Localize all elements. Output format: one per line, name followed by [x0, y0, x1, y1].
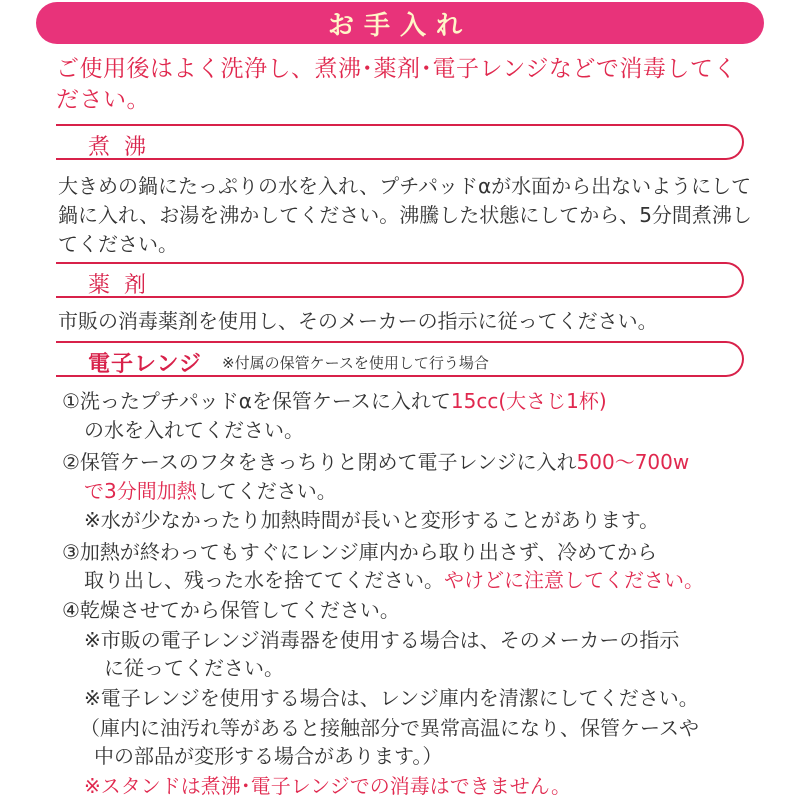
step-2-line-2: [84, 477, 337, 505]
step-2-line-1: [62, 448, 689, 476]
microwave-note: ※付属の保管ケースを使用して行う場合: [222, 354, 489, 372]
burn-warning: やけどに注意してください。: [444, 568, 704, 592]
stand-warning: ※スタンドは煮沸･電子レンジでの消毒はできません。: [84, 774, 571, 798]
step-2-text-end: してください。: [196, 479, 337, 503]
section-title-chemical: 薬剤: [88, 273, 161, 298]
step-1-line-2: の水を入れてください。: [84, 418, 304, 442]
section-title-microwave: 電子レンジ: [88, 352, 202, 377]
step-1-amount: 15cc(大さじ1杯): [450, 389, 607, 413]
step-1-line-1: [62, 387, 607, 415]
page-title: お手入れ: [327, 10, 472, 41]
note-1-line-1: ※市販の電子レンジ消毒器を使用する場合は、そのメーカーの指示: [84, 628, 680, 652]
step-2-text: ②保管ケースのフタをきっちりと閉めて電子レンジに入れ: [62, 450, 577, 474]
step-1-text: ①洗ったプチパッドαを保管ケースに入れて: [62, 389, 451, 413]
step-2-wattage: 500〜700w: [576, 450, 690, 474]
note-2: ※電子レンジを使用する場合は、レンジ庫内を清潔にしてください。: [84, 686, 699, 710]
step-4: ④乾燥させてから保管してください。: [62, 598, 400, 622]
step-3-text: 取り出し、残った水を捨ててください。: [84, 568, 444, 592]
step-3-line-1: ③加熱が終わってもすぐにレンジ庫内から取り出さず、冷めてから: [62, 540, 658, 564]
chemical-instructions: 市販の消毒薬剤を使用し、そのメーカーの指示に従ってください。: [58, 309, 658, 333]
section-header-boil: [56, 124, 744, 160]
title-banner: [36, 2, 764, 44]
section-header-chemical: [56, 262, 744, 298]
section-header-microwave: [56, 341, 744, 377]
section-title-boil: 煮沸: [88, 135, 161, 160]
intro-text: ご使用後はよく洗浄し、煮沸･薬剤･電子レンジなどで消毒してください。: [56, 56, 737, 113]
step-3-line-2: [84, 566, 704, 594]
note-3-line-1: （庫内に油汚れ等があると接触部分で異常高温になり、保管ケースや: [80, 716, 699, 740]
step-2-time: で3分間加熱: [84, 479, 197, 503]
boil-instructions: 大きめの鍋にたっぷりの水を入れ、プチパッドαが水面から出ないようにして鍋に入れ、お湯を沸かしてください。沸騰した状態にしてから、5分間煮沸してください。: [58, 174, 752, 256]
note-3-line-2: 中の部品が変形する場合があります。）: [94, 744, 443, 768]
step-2-note: ※水が少なかったり加熱時間が長いと変形することがあります。: [84, 508, 660, 532]
note-1-line-2: に従ってください。: [104, 656, 284, 680]
